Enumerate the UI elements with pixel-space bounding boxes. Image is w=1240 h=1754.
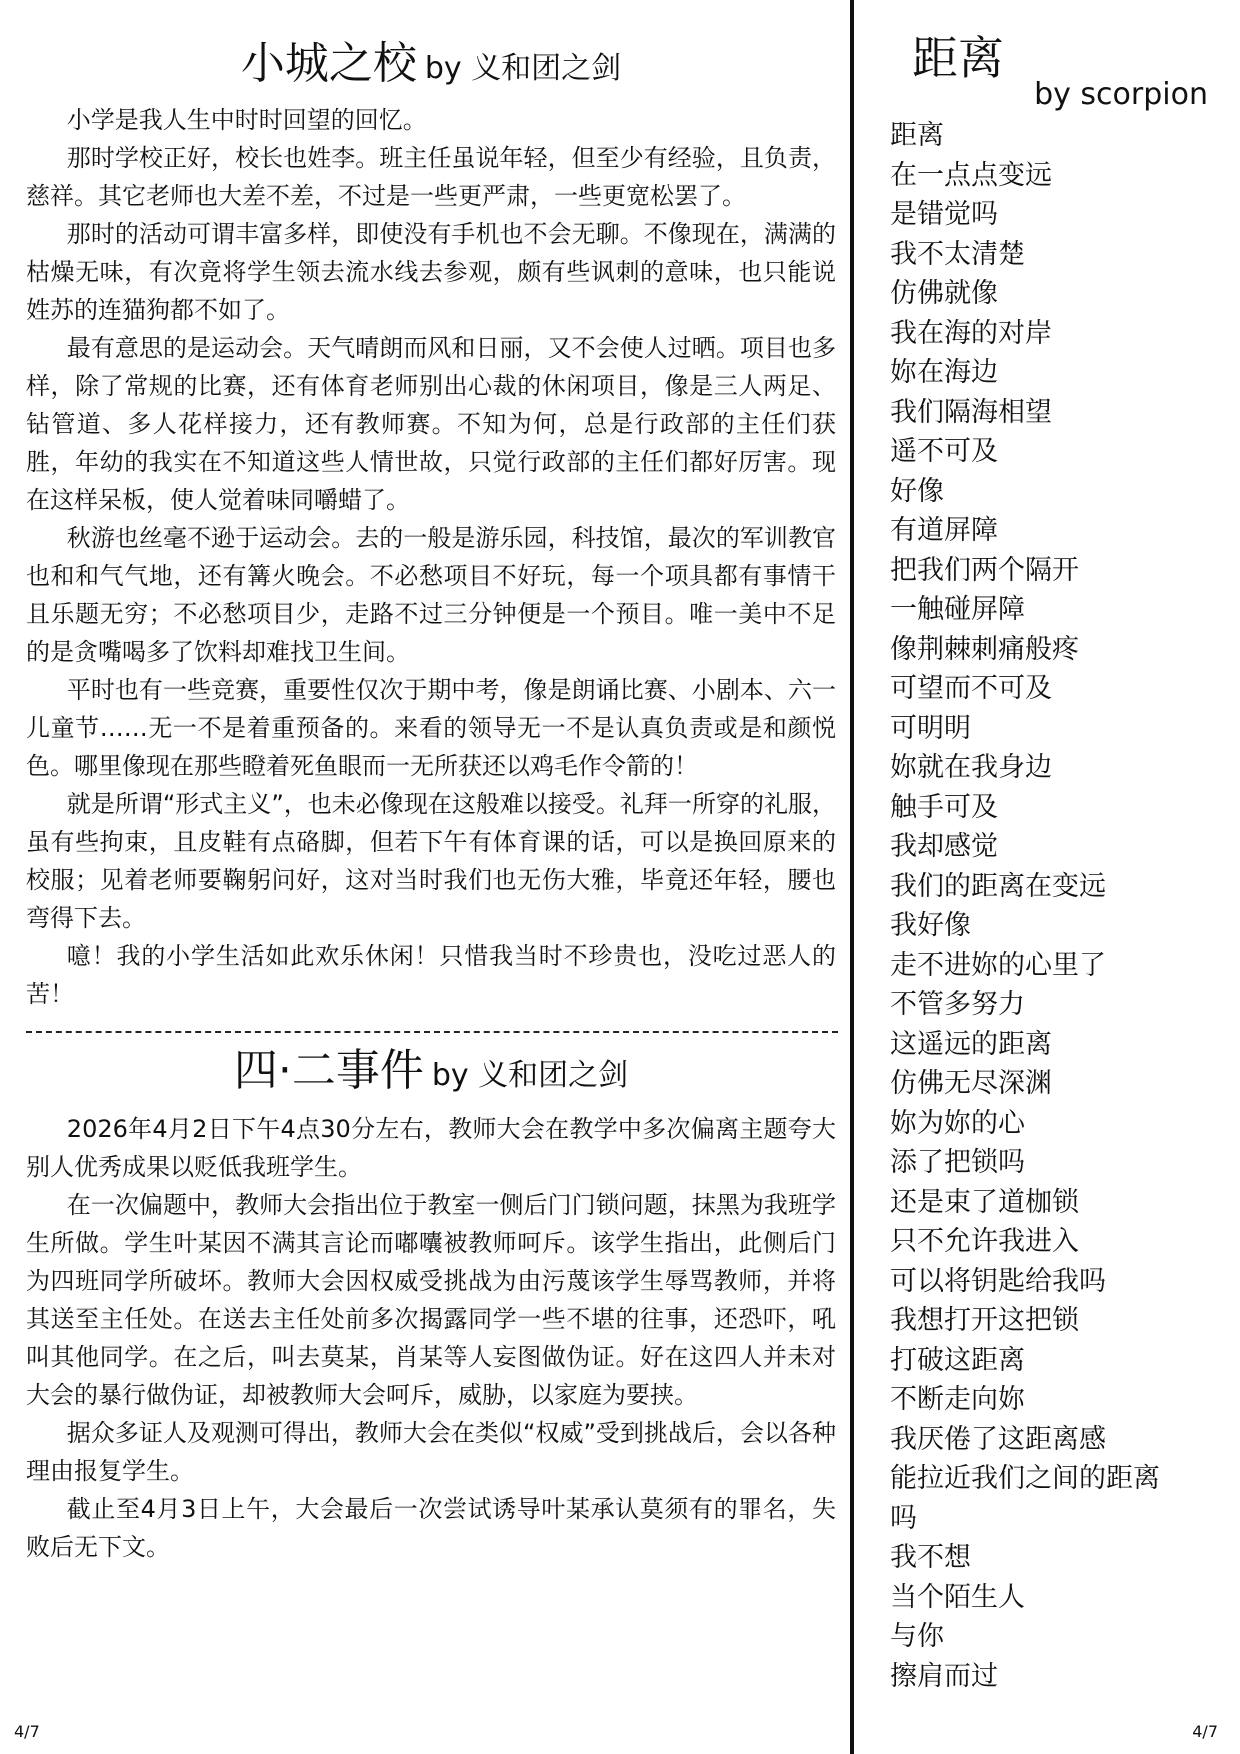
article-1-paragraph: 那时学校正好，校长也姓李。班主任虽说年轻，但至少有经验，且负责，慈祥。其它老师也大差不差，不过是一些更严肃，一些更宽松罢了。 (26, 144, 836, 210)
poem-line: 妳在海边 (890, 357, 998, 388)
poem-line: 不断走向妳 (890, 1384, 1025, 1415)
poem-line: 我想打开这把锁 (890, 1305, 1079, 1336)
poem-line: 只不允许我进入 (890, 1226, 1079, 1257)
poem-line: 遥不可及 (890, 436, 998, 467)
page-number-left: 4/7 (14, 1722, 40, 1741)
poem-line: 还是束了道枷锁 (890, 1186, 1079, 1218)
poem-line: 添了把锁吗 (890, 1147, 1025, 1178)
poem-line: 可以将钥匙给我吗 (890, 1265, 1106, 1297)
article-1-paragraph: 噫！我的小学生活如此欢乐休闲！只惜我当时不珍贵也，没吃过恶人的苦！ (26, 942, 836, 1008)
poem-line: 我好像 (890, 910, 971, 941)
poem-title: 距离 (912, 31, 1004, 85)
article-2-byline: by 义和团之剑 (431, 1058, 629, 1093)
poem-line: 妳就在我身边 (890, 752, 1052, 783)
poem-line: 是错觉吗 (890, 199, 998, 230)
poem-line: 我们的距离在变远 (890, 870, 1106, 902)
dashed-divider (26, 1031, 838, 1033)
poem-line: 可明明 (890, 712, 971, 744)
article-1-paragraph: 平时也有一些竞赛，重要性仅次于期中考，像是朗诵比赛、小剧本、六一儿童节……无一不是着重预备的。来看的领导无一不是认真负责或是和颜悦色。哪里像现在那些瞪着死鱼眼而一无所获还以鸡毛作令箭的！ (26, 676, 836, 780)
poem-line: 仿佛就像 (890, 278, 998, 309)
poem-line: 可望而不可及 (890, 673, 1052, 704)
poem-byline: by scorpion (1034, 77, 1208, 112)
page-number-right: 4/7 (1192, 1722, 1218, 1741)
poem-line: 把我们两个隔开 (890, 554, 1079, 586)
article-2-paragraph: 据众多证人及观测可得出，教师大会在类似“权威”受到挑战后，会以各种理由报复学生。 (26, 1419, 836, 1485)
article-1-paragraph: 小学是我人生中时时回望的回忆。 (66, 106, 427, 134)
article-2-paragraph: 在一次偏题中，教师大会指出位于教室一侧后门门锁问题，抹黑为我班学生所做。学生叶某因不满其言论而嘟囔被教师呵斥。该学生指出，此侧后门为四班同学所破坏。教师大会因权威受挑战为由污蔑该学生辱骂教师，并将其送至主任处。在送去主任处前多次揭露同学一些不堪的往事，还恐吓，吼叫其他同学。在之后，叫去莫某，肖某等人妄图做伪证。好在这四人并未对大会的暴行做伪证，却被教师大会呵斥，威胁，以家庭为要挟。 (26, 1191, 836, 1409)
poem-line: 走不进妳的心里了 (890, 949, 1106, 981)
poem-line: 我不太清楚 (890, 238, 1025, 270)
article-2-body (26, 1110, 836, 1566)
article-1-title: 小城之校 (240, 38, 417, 89)
poem-line: 能拉近我们之间的距离 (890, 1463, 1160, 1494)
poem-line: 像荆棘刺痛般疼 (890, 633, 1079, 665)
article-1-paragraph: 那时的活动可谓丰富多样，即使没有手机也不会无聊。不像现在，满满的枯燥无味，有次竟将学生领去流水线去参观，颇有些讽刺的意味，也只能说姓苏的连猫狗都不如了。 (26, 220, 836, 324)
article-1-body (26, 101, 836, 1013)
poem-line: 妳为妳的心 (890, 1107, 1025, 1139)
poem-line: 触手可及 (890, 791, 998, 823)
poem-line: 一触碰屏障 (890, 594, 1025, 625)
poem-line: 我厌倦了这距离感 (890, 1423, 1106, 1455)
left-column (26, 36, 836, 1566)
article-1-heading (26, 36, 836, 97)
poem-line: 距离 (890, 120, 944, 151)
poem-line: 我却感觉 (890, 831, 998, 862)
poem-line: 当个陌生人 (890, 1581, 1025, 1613)
article-2-title: 四·二事件 (233, 1045, 424, 1096)
poem-line: 与你 (890, 1621, 944, 1652)
poem-line: 打破这距离 (890, 1344, 1025, 1376)
article-2-heading (26, 1043, 836, 1104)
article-2-paragraph: 截止至4月3日上午，大会最后一次尝试诱导叶某承认莫须有的罪名，失败后无下文。 (26, 1495, 836, 1561)
article-1-byline: by 义和团之剑 (424, 51, 622, 86)
poem-lines (890, 116, 1230, 1696)
poem-line: 好像 (890, 475, 944, 507)
poem-line: 在一点点变远 (890, 159, 1052, 191)
column-separator (850, 0, 854, 1754)
article-1-paragraph: 秋游也丝毫不逊于运动会。去的一般是游乐园，科技馆，最次的军训教官也和和气气地，还有篝火晚会。不必愁项目不好玩，每一个项具都有事情干且乐题无穷；不必愁项目少，走路不过三分钟便是一个预目。唯一美中不足的是贪嘴喝多了饮料却难找卫生间。 (26, 524, 836, 666)
poem-line: 我在海的对岸 (890, 317, 1052, 349)
article-1-paragraph: 就是所谓“形式主义”，也未必像现在这般难以接受。礼拜一所穿的礼服，虽有些拘束，且皮鞋有点硌脚，但若下午有体育课的话，可以是换回原来的校服；见着老师要鞠躬问好，这对当时我们也无伤大雅，毕竟还年轻，腰也弯得下去。 (26, 790, 836, 932)
poem-line: 我不想 (890, 1542, 971, 1573)
poem-line: 我们隔海相望 (890, 396, 1052, 428)
article-2-paragraph: 2026年4月2日下午4点30分左右，教师大会在教学中多次偏离主题夸大别人优秀成果以贬低我班学生。 (26, 1115, 836, 1181)
poem-line: 有道屏障 (890, 515, 998, 546)
poem-line: 仿佛无尽深渊 (890, 1068, 1052, 1099)
poem-line: 不管多努力 (890, 989, 1025, 1020)
article-1-paragraph: 最有意思的是运动会。天气晴朗而风和日丽，又不会使人过晒。项目也多样，除了常规的比赛，还有体育老师别出心裁的休闲项目，像是三人两足、钻管道、多人花样接力，还有教师赛。不知为何，总是行政部的主任们获胜，年幼的我实在不知道这些人情世故，只觉行政部的主任们都好厉害。现在这样呆板，使人觉着味同嚼蜡了。 (26, 334, 836, 514)
right-column (890, 28, 1230, 1696)
poem-line: 吗 (890, 1502, 917, 1534)
poem-line: 擦肩而过 (890, 1660, 998, 1692)
poem-line: 这遥远的距离 (890, 1028, 1052, 1060)
